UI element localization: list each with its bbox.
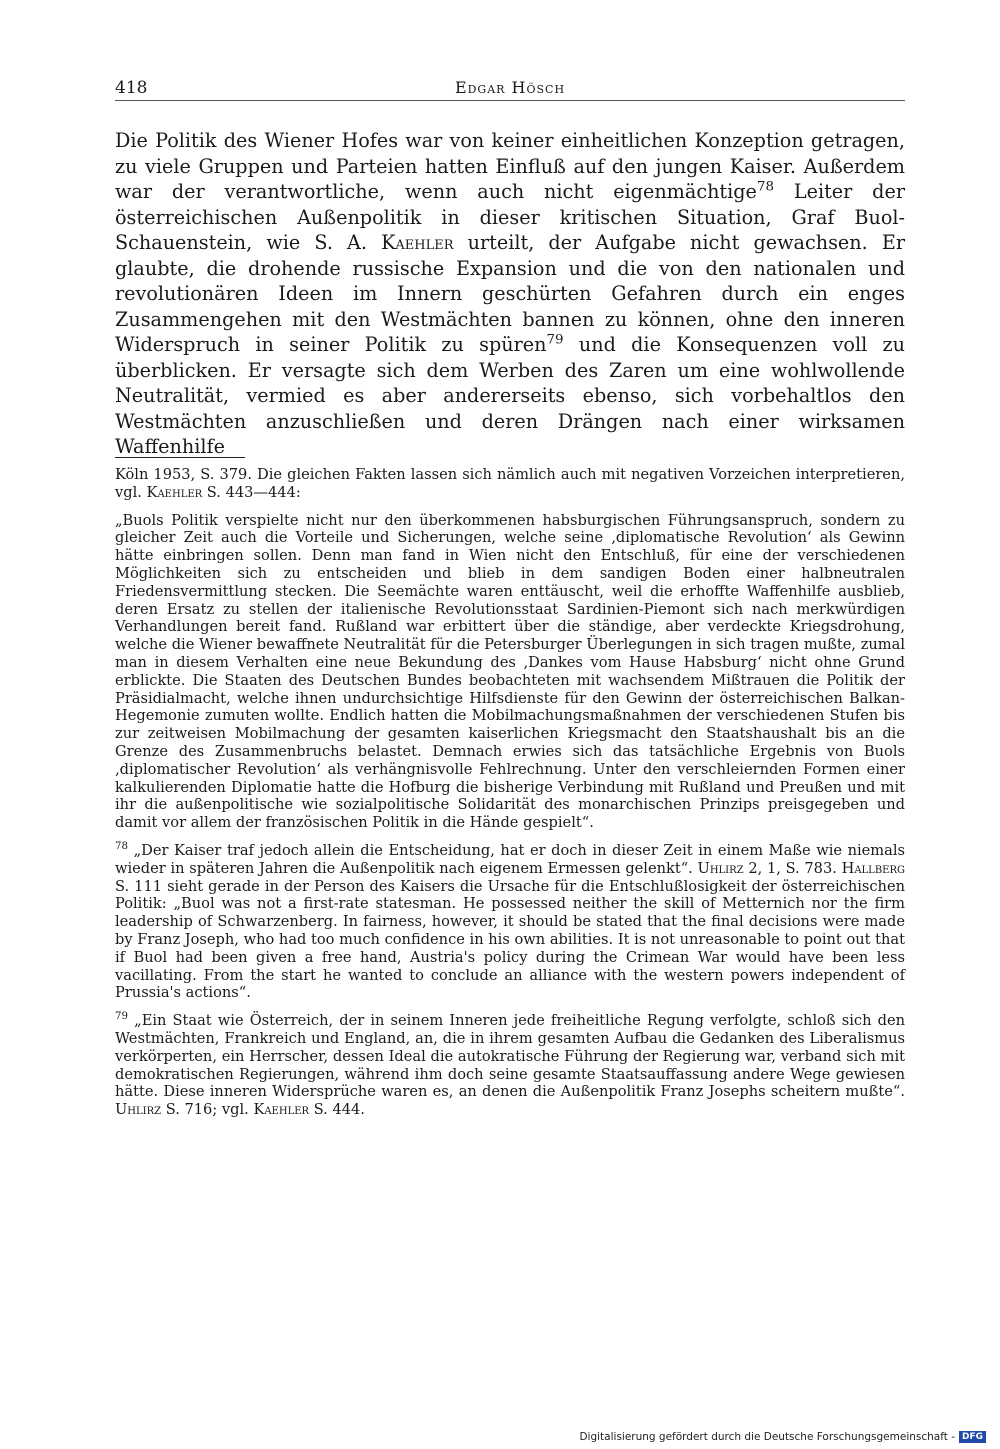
footnote-ref-79[interactable]: 79 (546, 332, 564, 348)
page-header (115, 78, 905, 101)
main-text: und die Konsequenzen voll zu überblicken. Er versagte sich dem Werben des Zaren um eine wohlwollende Neutralität, vermied es aber andererseits ebenso, sich vorbehaltlos den Westmächten anzuschließen und deren Drängen nach einer wirksamen Waffenhilfe (115, 333, 905, 458)
main-text: Leiter der österreichischen Außenpolitik in dieser kritischen Situation, Graf Buol-Schauenstein, wie S. A. (115, 180, 905, 254)
footnote-rule (115, 457, 245, 458)
dfg-logo-icon: DFG (959, 1431, 986, 1443)
footnote-ref-78[interactable]: 78 (756, 179, 775, 195)
main-text: urteilt, der Aufgabe nicht gewachsen. Er glaubte, die drohende russische Expansion und die von den nationalen und revolutionären Ideen im Innern geschürten Gefahren durch ein enges Zusammengehen mit den Westmächten bannen zu können, ohne den inneren Widerspruch in seiner Politik zu spüren (115, 231, 905, 356)
main-paragraph (115, 128, 905, 460)
main-text: Die Politik des Wiener Hofes war von keiner einheitlichen Konzeption getragen, zu viele Gruppen und Parteien hatten Einfluß auf den jungen Kaiser. Außerdem war der verantwortliche, wenn auch nicht eigenmächtige (115, 129, 905, 203)
footnote-78: $^{78}$ „Der Kaiser traf jedoch allein die Entscheidung, hat er doch in dieser Zeit in einem Maße wie niemals wieder in späteren Jahren die Außenpolitik nach eigenem Ermessen gelenkt“. Uhlirz 2, 1, S. 783. Hallberg S. 111 sieht gerade in der Person des Kaisers die Ursache für die Entschlußlosigkeit der österreichischen Politik: „Buol was not a first-rate statesman. He possessed neither the skill of Metternich nor the firm leadership of Schwarzenberg. In fairness, however, it should be stated that the final decisions were made by Franz Joseph, who had too much confidence in his own abilities. It is not unreasonable to point out that if Buol had been given a free hand, Austria's policy during the Crimean War would have been less vacillating. From the start he wanted to conclude an alliance with the western powers independent of Prussia's actions“. (115, 841, 905, 1002)
author-name: Kaehler (381, 231, 454, 254)
digitization-footer (579, 1431, 986, 1443)
footer-text: Digitalisierung gefördert durch die Deutsche Forschungsgemeinschaft - (579, 1431, 955, 1443)
footnote-79: $^{79}$ „Ein Staat wie Österreich, der in seinem Inneren jede freiheitliche Regung verfolgte, schloß sich den Westmächten, Frankreich und England, an, die in ihrem gesamten Aufbau die Gedanken des Liberalismus verkörperten, ein Herrscher, dessen Ideal die autokratische Führung der Regierung war, verband sich mit demokratischen Regierungen, während ihm doch seine gesamte Staatsauffassung andere Wege gewiesen hätte. Diese inneren Widersprüche waren es, an denen die Außenpolitik Franz Josephs scheitern mußte“. Uhlirz S. 716; vgl. Kaehler S. 444. (115, 1011, 905, 1119)
page-number: 418 (115, 78, 148, 98)
footnotes (115, 466, 905, 1129)
running-head: Edgar Hösch (454, 78, 566, 97)
footnote-quote: „Buols Politik verspielte nicht nur den überkommenen habsburgischen Führungsanspruch, sondern zu gleicher Zeit auch die Vorteile und Sicherungen, welche seine ‚diplomatische Revolution‘ als Gewinn hätte einbringen sollen. Denn man fand in Wien nicht den Entschluß, für eine der verschiedenen Möglichkeiten sich zu entscheiden und blieb in dem sandigen Boden einer halbneutralen Friedensvermittlung stecken. Die Seemächte waren enttäuscht, weil die erhoffte Waffenhilfe ausblieb, deren Ersatz zu stellen der italienische Revolutionsstaat Sardinien-Piemont sich nach merkwürdigen Verhandlungen bereit fand. Rußland war erbittert über die ständige, aber verdeckte Kriegsdrohung, welche die Wiener bewaffnete Neutralität für die Petersburger Überlegungen in sich tragen mußte, zumal man in diesem Verhalten eine neue Bekundung des ‚Dankes vom Hause Habsburg‘ nicht ohne Grund erblickte. Die Staaten des Deutschen Bundes beobachteten mit wachsendem Mißtrauen die Politik der Präsidialmacht, welche ihnen undurchsichtige Hilfsdienste für den Gewinn der österreichischen Balkan-Hegemonie zumuten wollte. Endlich hatten die Mobilmachungsmaßnahmen der verschiedenen Stufen bis zur zeitweisen Mobilmachung der gesamten kaiserlichen Kriegsmacht den Staatshaushalt bis an die Grenze des Zusammenbruchs belastet. Demnach erwies sich das tatsächliche Ergebnis von Buols ‚diplomatischer Revolution‘ als verhängnisvolle Fehlrechnung. Unter den verschleiernden Formen einer kalkulierenden Diplomatie hatte die Hofburg die bisherige Verbindung mit Rußland und Preußen und mit ihr die außenpolitische wie sozialpolitische Solidarität des monarchischen Prinzips preisgegeben und damit vor allem der französischen Politik in die Hände gespielt“. (115, 511, 905, 832)
footnote-continued: Köln 1953, S. 379. Die gleichen Fakten lassen sich nämlich auch mit negativen Vorzeichen interpretieren, vgl. Kaehler S. 443—444: (115, 466, 905, 501)
